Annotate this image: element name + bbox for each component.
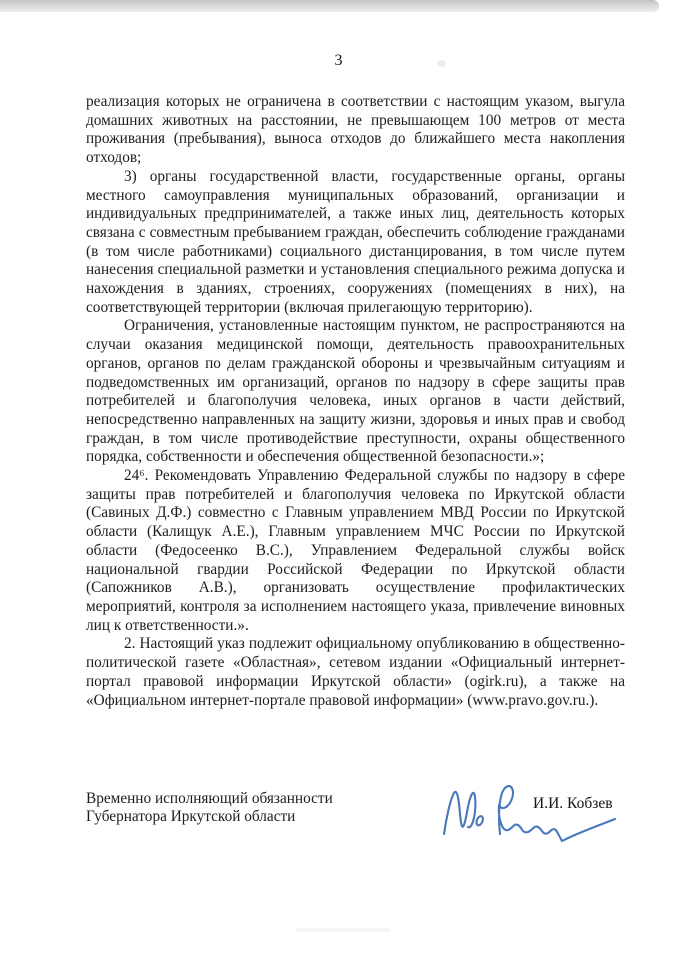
paragraph-item-3: 3) органы государственной власти, государственные органы, органы местного самоуправления муниципальных образований, организации и индивидуальных предпринимателей, а также иных лиц, деятельность которых связана с совместным пребыванием граждан, обеспечить соблюдение гражданами (в том числе работниками) социального дистанцирования, в том числе путем нанесения специальной разметки и установления специального режима допуска и нахождения в зданиях, строениях, сооружениях (помещениях в них), на соответствующей территории (включая прилегающую территорию). [86, 167, 625, 316]
signatory-position-line1: Временно исполняющий обязанности [86, 790, 333, 807]
signatory-name: И.И. Кобзев [533, 795, 613, 812]
signature-area [437, 778, 627, 858]
paragraph-item-24-6: 24⁶. Рекомендовать Управлению Федеральной службы по надзору в сфере защиты прав потребителей и благополучия человека по Иркутской области (Савиных Д.Ф.) совместно с Главным управлением МВД России по Иркутской области (Калищук А.Е.), Главным управлением МЧС России по Иркутской области (Федосеенко В.С.), Управлением Федеральной службы войск национальной гвардии Российской Федерации по Иркутской области (Сапожников А.В.), организовать осуществление профилактических мероприятий, контроля за исполнением настоящего указа, привлечение виновных лиц к ответственности.». [86, 467, 625, 634]
paragraph-item-2-publication: 2. Настоящий указ подлежит официальному опубликованию в общественно-политической газете «Областная», сетевом издании «Официальный интернет-портал правовой информации Иркутской области» (ogirk.ru), а также на «Официальном интернет-портале правовой информации» (www.pravo.gov.ru.). [86, 635, 625, 709]
signatory-position-line2: Губернатора Иркутской области [86, 807, 296, 825]
scan-top-edge [0, 0, 659, 12]
signatory-position [86, 790, 406, 825]
scan-smudge-bottom [295, 928, 390, 932]
document-body [86, 93, 625, 710]
paragraph-restrictions: Ограничения, установленные настоящим пунктом, не распространяются на случаи оказания медицинской помощи, деятельность правоохранительных органов, органов по делам гражданской обороны и чрезвычайным ситуациям и подведомственных им организаций, органов по надзору в сфере защиты прав потребителей и благополучия человека, иных органов в части действий, непосредственно направленных на защиту жизни, здоровья и иных прав и свобод граждан, в том числе противодействие преступности, охраны общественного порядка, собственности и обеспечения общественной безопасности.»; [86, 317, 625, 466]
signature-block [86, 788, 627, 868]
page-number: 3 [334, 52, 343, 69]
handwritten-signature-icon [437, 778, 627, 858]
paragraph-continuation: реализация которых не ограничена в соответствии с настоящим указом, выгула домашних животных на расстоянии, не превышающем 100 метров от места проживания (пребывания), выноса отходов до ближайшего места накопления отходов; [86, 93, 625, 167]
